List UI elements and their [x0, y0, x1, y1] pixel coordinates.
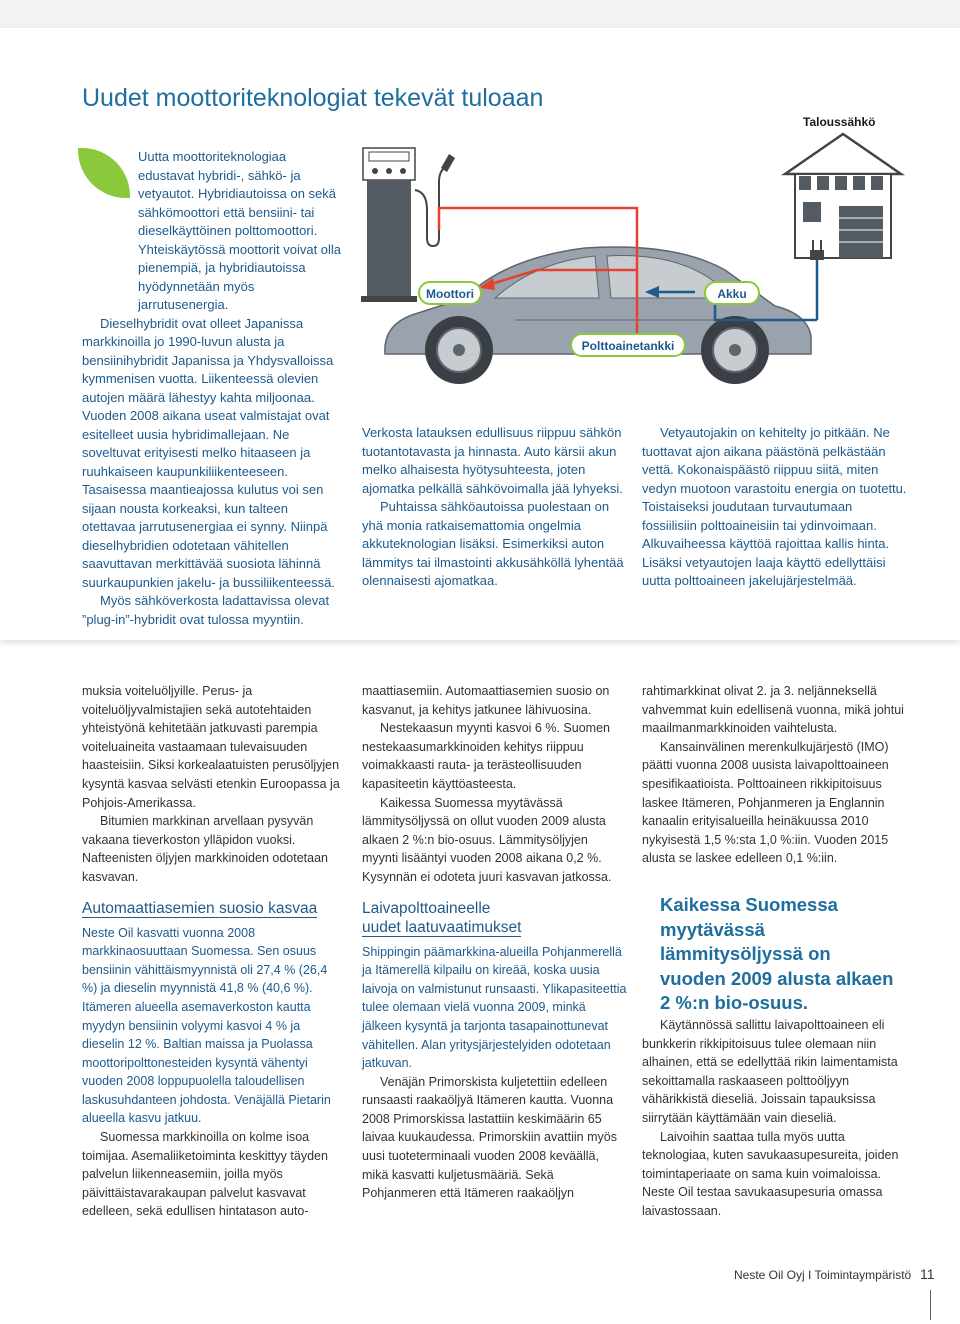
footer-credit	[734, 1268, 911, 1282]
hydrogen-text-column	[642, 424, 910, 591]
lpg-paragraph: Nestekaasun myynti kasvoi 6 %. Suomen nestekaasumarkkinoiden kehitys riippuu voimakkaasti rauta- ja terästeollisuuden kapasiteetin käyttöasteesta.	[362, 721, 610, 791]
engine-label: Moottori	[426, 287, 474, 301]
house-icon	[785, 134, 901, 258]
footer-section: Toimintaympäristö	[814, 1268, 912, 1282]
imo-paragraph: Kansainvälinen merenkulkujärjestö (IMO) päätti vuonna 2008 uusista laivapolttoaineen spesifikaatioista. Polttoaineen rikkipitoisuus laskee Itämeren, Pohjanmeren ja Englannin kanaalin erityisalueilla heinäkuussa 2010 nykyisestä 1,5 %:sta 1,0 %:iin. Vuoden 2015 alusta se laskee edelleen 0,1 %:iin.	[642, 739, 889, 866]
car-silhouette	[385, 247, 811, 384]
lower-left-column	[82, 682, 344, 1221]
pull-quote: Kaikessa Suomessa myytävässä lämmitysöljyssä on vuoden 2009 alusta alkaen 2 %:n bio-osuus.	[660, 894, 894, 1013]
hydrogen-paragraph-1: Vetyautojakin on kehitelty jo pitkään. Ne tuottavat ajon aikana päästönä pelkästään vettä. Kokonaispäästö riippuu siitä, miten vedyn muotoon varastoitu energia on tuotettu. Toistaiseksi joudutaan turvautumaan fossiilisiin polttoaineisiin tai ydinvoimaan. Alkuvaiheessa käyttöä rajoittaa kallis hinta. Lisäksi vetyautojen laaja käyttö edellyttäisi uutta polttoaineen jakelujärjestelmää.	[642, 425, 907, 588]
intro-column	[82, 148, 344, 629]
lower-right-column-bottom	[642, 1016, 904, 1221]
page-title: Uudet moottoriteknologiat tekevät tuloaan	[82, 84, 544, 112]
lubricants-paragraph: muksia voiteluöljyille. Perus- ja voiteluöljyvalmistajien sekä autotehtaiden yhteistyönä kehitetään jatkuvasti parempia voiteluaineita vastaamaan tulevaisuuden haasteisiin. Siksi korkealaatuisten perusöljyjen kysyntä kasvaa selvästi etenkin Euroopassa ja Pohjois-Amerikassa.	[82, 684, 340, 810]
scrubber-paragraph: Laivoihin saattaa tulla myös uutta teknologiaa, kuten savukaasupesureita, joiden toimintaperiaate on sama kuin voimaloissa. Neste Oil testaa savukaasupesuria omassa laivastossaan.	[642, 1129, 899, 1218]
finland-market-paragraph: Suomessa markkinoilla on kolme isoa toimijaa. Asemaliiketoiminta keskittyy täyden palvelun liikenneasemiin, joilla myös päivittäistavarakaupan palvelut kasvavat edelleen, sekä edullisen hintatason auto-	[82, 1130, 328, 1219]
section-heading-automated-stations: Automaattiasemien suosio kasvaa	[82, 899, 318, 917]
tank-label: Polttoainetankki	[581, 339, 675, 353]
market-share-paragraph: Neste Oil kasvatti vuonna 2008 markkinaosuuttaan Suomessa. Sen osuus bensiinin vähittäismyynnistä oli 27,4 % (26,4 %) ja dieselin myynnistä 41,8 % (40,6 %). Itämeren alueella asemaverkoston kautta myydyn bensiinin volyymi kasvoi 4 % ja dieselin 12 %. Baltian maissa ja Puolassa moottoripolttonesteiden kysyntä vähentyi vuoden 2008 loppupuolella taloudellisen laskusuhdanteen johdosta. Venäjällä Pietarin alueella kasvu jatkuu.	[82, 925, 331, 1126]
footer-company: Neste Oil Oyj	[734, 1268, 805, 1282]
electric-paragraph-2: Puhtaissa sähköautoissa puolestaan on yhä monia ratkaisemattomia ongelmia akkuteknologian lisäksi. Esimerkiksi auton lämmitys tai ilmastointi akkusähköllä lyhentää olennaisesti ajomatkaa.	[362, 499, 624, 588]
footer-separator: I	[808, 1268, 812, 1282]
plug-icon	[810, 240, 824, 320]
battery-label: Akku	[717, 287, 747, 301]
primorsk-paragraph: Venäjän Primorskista kuljetettiin edelleen runsaasti raakaöljyä Itämeren kautta. Vuonna 2008 Primorskissa lastattiin keskimäärin 65 laivaa kuukaudessa. Primorskiin avattiin myös uusi tuoteterminaali vuoden 2008 keväällä, mikä kasvatti kuljetusmääriä. Sekä Pohjanmeren että Itämeren raakaöljyn	[362, 1074, 617, 1201]
footer-rule	[930, 1290, 931, 1320]
intro-paragraph-3: Myös sähköverkosta ladattavissa olevat ”plug-in”-hybridit ovat tulossa myyntiin.	[82, 593, 330, 627]
lower-middle-column	[362, 682, 627, 1203]
heating-oil-paragraph: Kaikessa Suomessa myytävässä lämmitysöljyssä on ollut vuoden 2009 alusta alkaen 2 %:n bio-osuus. Lämmitysöljyjen myynti lisääntyi vuoden 2008 aikana 0,2 %. Kysynnän ei odoteta juuri kasvavan jatkossa.	[362, 795, 612, 884]
freight-paragraph: rahtimarkkinat olivat 2. ja 3. neljänneksellä vahvemmat kuin edellisenä vuonna, mikä johtui maailmanmarkkinoiden vaihtelusta.	[642, 684, 904, 736]
intro-paragraph-2: Dieselhybridit ovat olleet Japanissa markkinoilla jo 1990-luvun alusta ja bensiinihybridit Japanissa ja Yhdysvalloissa kymmenisen vuotta. Liikenteessä olevien autojen määrä lähestyy kahta miljoonaa. Vuoden 2008 aikana useat valmistajat ovat esitelleet uusia hybridimallejaan. Ne soveltuvat erityisesti melko hitaaseen ja ruuhkaiseen kaupunkiliikenteeseen. Tasaisessa maantieajossa kulutus voi sen sijaan nousta korkeaksi, kun talteen otettavaa jarrutusenergiaa ei synny. Niinpä dieselhybridien odotetaan vähitellen saavuttavan merkittävää suosiota lähinnä suurkaupunkien jakelu- ja bussiliikenteessä.	[82, 315, 335, 590]
electric-paragraph-1: Verkosta latauksen edullisuus riippuu sähkön tuotantotavasta ja hinnasta. Auto kärsii akun melko alhaisesta hyötysuhteesta, joten ajomatka pelkällä sähkövoimalla jää lyhyeksi.	[362, 425, 623, 496]
fuel-pump-icon	[361, 148, 455, 302]
hybrid-car-diagram	[355, 110, 915, 420]
automated-stations-paragraph: maattiasemiin. Automaattiasemien suosio on kasvanut, ja kehitys jatkunee lähivuosina.	[362, 684, 610, 717]
shipping-paragraph: Shippingin päämarkkina-alueilla Pohjanmerellä ja Itämerellä kilpailu on kireää, koska uusia laivoja on valmistunut runsaasti. Ylikapasiteettia tulee olemaan vielä vuonna 2009, minkä jälkeen kysyntä ja tarjonta tasapainottunevat vähitellen. Alan yritysjärjestelyiden odotetaan jatkuvan.	[362, 944, 627, 1071]
house-label: Taloussähkö	[803, 115, 876, 129]
intro-paragraph-1: Uutta moottoriteknologiaa edustavat hybridi-, sähkö- ja vetyautot. Hybridiautoissa on sekä sähkömoottori että bensiini- tai dieselkäyttöinen polttomoottori. Yhteiskäytössä moottorit voivat olla pienempiä, ja hybridiautoissa hyödynnetään myös jarrutusenergia.	[138, 149, 342, 312]
bitumen-paragraph: Bitumien markkinan arvellaan pysyvän vakaana tieverkoston ylläpidon vuoksi. Nafteenisten öljyjen markkinoiden odotetaan kasvavan.	[82, 814, 328, 884]
section-heading-marine-fuel: Laivapolttoaineelle uudet laatuvaatimukset	[362, 899, 522, 936]
bunker-sulphur-paragraph: Käytännössä sallittu laivapolttoaineen eli bunkkerin rikkipitoisuus tulee olemaan niin alhainen, että se edellyttää rikin laimentamista sekoittamalla raskaaseen polttoöljyyn vähärikkistä dieseliä. Joissain tapauksissa siirrytään käyttämään vain dieseliä.	[642, 1018, 898, 1125]
page-number: 11	[920, 1266, 935, 1282]
electric-text-column	[362, 424, 632, 591]
lower-right-column-top	[642, 682, 904, 868]
